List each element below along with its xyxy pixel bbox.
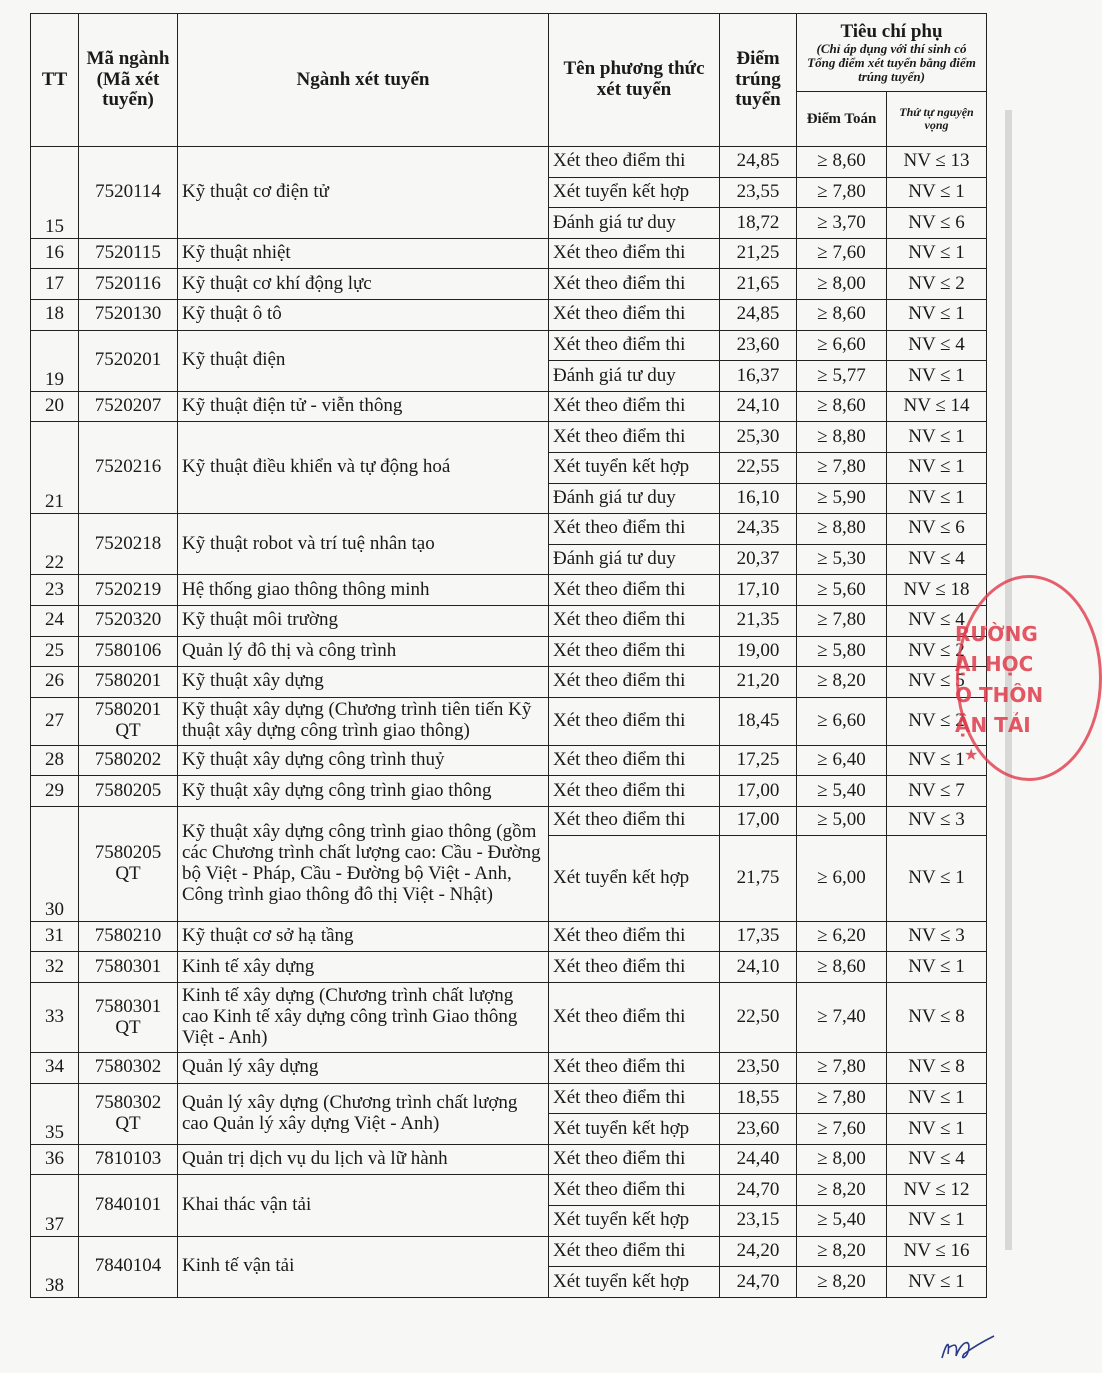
cell-code [79, 1144, 178, 1175]
cell-method: Xét theo điểm thi [549, 514, 720, 545]
cell-code [79, 575, 178, 606]
cell-method: Xét theo điểm thi [549, 697, 720, 745]
table-row [31, 1144, 987, 1175]
cell-math: ≥ 8,80 [797, 514, 887, 545]
cell-score: 19,00 [720, 636, 797, 667]
table-row [31, 330, 987, 361]
code-value: 7520115 [95, 242, 161, 264]
code-value: 7580202 [94, 749, 162, 771]
cell-math: ≥ 8,60 [797, 147, 887, 178]
cell-score: 21,75 [720, 835, 797, 921]
cell-code [79, 667, 178, 698]
cell-nv: NV ≤ 1 [887, 483, 987, 514]
cell-nv: NV ≤ 18 [887, 575, 987, 606]
admission-score-table [30, 13, 987, 1298]
cell-nv: NV ≤ 1 [887, 1083, 987, 1114]
code-value: 7810103 [94, 1148, 162, 1170]
code-value: 7520201 [94, 349, 162, 371]
cell-nv: NV ≤ 1 [887, 452, 987, 483]
cell-code [79, 514, 178, 575]
cell-method: Xét theo điểm thi [549, 776, 720, 807]
stamp-star-icon: ★ [964, 747, 979, 764]
cell-major-name: Kỹ thuật cơ điện tử [178, 147, 549, 239]
cell-code [79, 147, 178, 239]
cell-nv: NV ≤ 1 [887, 1114, 987, 1145]
header-phuong-thuc: Tên phương thức xét tuyển [549, 14, 720, 147]
cell-score: 24,70 [720, 1175, 797, 1206]
cell-math: ≥ 5,40 [797, 1206, 887, 1237]
cell-tt: 35 [31, 1083, 79, 1144]
cell-major-name: Kinh tế xây dựng [178, 952, 549, 983]
cell-math: ≥ 8,20 [797, 1267, 887, 1298]
cell-tt: 21 [31, 422, 79, 514]
cell-method: Xét tuyển kết hợp [549, 452, 720, 483]
table-row [31, 1236, 987, 1267]
cell-code [79, 776, 178, 807]
cell-method: Xét theo điểm thi [549, 1175, 720, 1206]
cell-math: ≥ 8,20 [797, 1236, 887, 1267]
cell-math: ≥ 8,20 [797, 667, 887, 698]
cell-method: Xét theo điểm thi [549, 636, 720, 667]
cell-tt: 27 [31, 697, 79, 745]
cell-nv: NV ≤ 5 [887, 667, 987, 698]
cell-major-name: Quản trị dịch vụ du lịch và lữ hành [178, 1144, 549, 1175]
cell-tt: 25 [31, 636, 79, 667]
cell-tt: 23 [31, 575, 79, 606]
code-suffix: QT [115, 862, 141, 884]
cell-math: ≥ 8,60 [797, 299, 887, 330]
code-value: 7580201 [94, 699, 162, 721]
cell-math: ≥ 6,20 [797, 921, 887, 952]
cell-score: 17,25 [720, 745, 797, 776]
cell-method: Đánh giá tư duy [549, 483, 720, 514]
table-row [31, 422, 987, 453]
code-value: 7580210 [94, 925, 162, 947]
cell-major-name: Kỹ thuật ô tô [178, 299, 549, 330]
cell-method: Xét theo điểm thi [549, 667, 720, 698]
cell-code [79, 299, 178, 330]
cell-method: Xét theo điểm thi [549, 422, 720, 453]
cell-major-name: Kỹ thuật robot và trí tuệ nhân tạo [178, 514, 549, 575]
table-row [31, 147, 987, 178]
cell-method: Đánh giá tư duy [549, 208, 720, 239]
cell-major-name: Kinh tế vận tải [178, 1236, 549, 1297]
cell-code [79, 605, 178, 636]
cell-nv: NV ≤ 3 [887, 806, 987, 835]
cell-nv: NV ≤ 4 [887, 330, 987, 361]
cell-tt: 38 [31, 1236, 79, 1297]
cell-code [79, 636, 178, 667]
code-value: 7580201 [94, 670, 162, 692]
cell-math: ≥ 7,60 [797, 1114, 887, 1145]
cell-tt: 30 [31, 806, 79, 921]
code-value: 7580302 [94, 1091, 162, 1113]
cell-major-name: Kỹ thuật xây dựng công trình giao thông [178, 776, 549, 807]
cell-major-name: Kỹ thuật xây dựng [178, 667, 549, 698]
cell-nv: NV ≤ 4 [887, 544, 987, 575]
cell-method: Xét theo điểm thi [549, 575, 720, 606]
cell-method: Xét theo điểm thi [549, 806, 720, 835]
table-row [31, 269, 987, 300]
cell-code [79, 1175, 178, 1236]
code-suffix: QT [115, 1112, 141, 1134]
cell-method: Xét theo điểm thi [549, 1236, 720, 1267]
cell-major-name: Kỹ thuật cơ khí động lực [178, 269, 549, 300]
cell-tt: 31 [31, 921, 79, 952]
cell-nv: NV ≤ 14 [887, 391, 987, 422]
code-value: 7520116 [95, 272, 161, 294]
cell-major-name: Kỹ thuật cơ sở hạ tầng [178, 921, 549, 952]
cell-nv: NV ≤ 1 [887, 1267, 987, 1298]
cell-code [79, 330, 178, 391]
cell-method: Xét theo điểm thi [549, 605, 720, 636]
cell-nv: NV ≤ 1 [887, 745, 987, 776]
cell-method: Xét tuyển kết hợp [549, 1206, 720, 1237]
table-row [31, 238, 987, 269]
cell-score: 25,30 [720, 422, 797, 453]
cell-score: 21,65 [720, 269, 797, 300]
cell-method: Xét theo điểm thi [549, 147, 720, 178]
cell-math: ≥ 5,80 [797, 636, 887, 667]
header-diem: Điểm trúng tuyển [720, 14, 797, 147]
table-row [31, 745, 987, 776]
cell-tt: 18 [31, 299, 79, 330]
cell-code [79, 1053, 178, 1084]
cell-math: ≥ 6,60 [797, 330, 887, 361]
cell-math: ≥ 8,00 [797, 269, 887, 300]
cell-math: ≥ 3,70 [797, 208, 887, 239]
cell-nv: NV ≤ 12 [887, 1175, 987, 1206]
cell-nv: NV ≤ 1 [887, 177, 987, 208]
cell-score: 24,35 [720, 514, 797, 545]
cell-score: 22,55 [720, 452, 797, 483]
cell-major-name: Khai thác vận tải [178, 1175, 549, 1236]
code-value: 7520207 [94, 395, 162, 417]
cell-score: 17,00 [720, 806, 797, 835]
cell-code [79, 697, 178, 745]
table-row [31, 391, 987, 422]
cell-score: 21,35 [720, 605, 797, 636]
cell-method: Xét theo điểm thi [549, 1053, 720, 1084]
code-suffix: QT [115, 720, 141, 742]
cell-nv: NV ≤ 2 [887, 636, 987, 667]
cell-major-name: Kỹ thuật điều khiển và tự động hoá [178, 422, 549, 514]
table-row [31, 575, 987, 606]
cell-nv: NV ≤ 3 [887, 921, 987, 952]
code-value: 7580302 [94, 1056, 162, 1078]
cell-nv: NV ≤ 13 [887, 147, 987, 178]
header-tieu-chi-note: (Chỉ áp dụng với thí sinh có Tổng điểm xét tuyển bằng điểm trúng tuyển) [807, 41, 976, 84]
header-tt: TT [31, 14, 79, 147]
cell-tt: 28 [31, 745, 79, 776]
cell-score: 24,20 [720, 1236, 797, 1267]
cell-score: 20,37 [720, 544, 797, 575]
stamp-text: O THÔN [955, 683, 1044, 707]
cell-score: 22,50 [720, 983, 797, 1053]
stamp-text: ẬN TẢI [955, 713, 1031, 737]
table-row [31, 1053, 987, 1084]
cell-code [79, 269, 178, 300]
cell-major-name: Kinh tế xây dựng (Chương trình chất lượng cao Kinh tế xây dựng công trình Giao thông Việt - Anh) [178, 983, 549, 1053]
cell-tt: 17 [31, 269, 79, 300]
cell-major-name: Kỹ thuật nhiệt [178, 238, 549, 269]
code-value: 7580301 [94, 955, 162, 977]
cell-score: 18,45 [720, 697, 797, 745]
cell-method: Xét theo điểm thi [549, 391, 720, 422]
cell-tt: 29 [31, 776, 79, 807]
cell-tt: 22 [31, 514, 79, 575]
header-tieu-chi-title: Tiêu chí phụ [840, 20, 943, 42]
cell-score: 21,20 [720, 667, 797, 698]
cell-score: 24,85 [720, 299, 797, 330]
cell-score: 23,50 [720, 1053, 797, 1084]
cell-math: ≥ 5,30 [797, 544, 887, 575]
code-value: 7580301 [94, 995, 162, 1017]
table-row [31, 806, 987, 835]
cell-code [79, 238, 178, 269]
code-value: 7520219 [94, 578, 162, 600]
cell-tt: 16 [31, 238, 79, 269]
cell-score: 16,10 [720, 483, 797, 514]
table-row [31, 921, 987, 952]
cell-nv: NV ≤ 4 [887, 605, 987, 636]
cell-math: ≥ 7,40 [797, 983, 887, 1053]
code-value: 7520114 [95, 180, 161, 202]
cell-math: ≥ 7,80 [797, 1083, 887, 1114]
cell-score: 24,85 [720, 147, 797, 178]
cell-nv: NV ≤ 16 [887, 1236, 987, 1267]
cell-score: 24,10 [720, 952, 797, 983]
cell-nv: NV ≤ 6 [887, 514, 987, 545]
cell-code [79, 806, 178, 921]
table-row [31, 776, 987, 807]
code-value: 7840104 [94, 1255, 162, 1277]
cell-nv: NV ≤ 1 [887, 835, 987, 921]
cell-score: 23,15 [720, 1206, 797, 1237]
cell-tt: 15 [31, 147, 79, 239]
cell-major-name: Quản lý xây dựng (Chương trình chất lượng cao Quản lý xây dựng Việt - Anh) [178, 1083, 549, 1144]
cell-math: ≥ 8,60 [797, 391, 887, 422]
table-row [31, 514, 987, 545]
cell-nv: NV ≤ 8 [887, 1053, 987, 1084]
cell-math: ≥ 6,40 [797, 745, 887, 776]
cell-major-name: Kỹ thuật điện [178, 330, 549, 391]
cell-tt: 19 [31, 330, 79, 391]
cell-major-name: Kỹ thuật môi trường [178, 605, 549, 636]
code-value: 7520320 [94, 609, 162, 631]
code-value: 7520218 [94, 532, 162, 554]
cell-major-name: Quản lý đô thị và công trình [178, 636, 549, 667]
cell-major-name: Kỹ thuật điện tử - viễn thông [178, 391, 549, 422]
cell-tt: 37 [31, 1175, 79, 1236]
cell-score: 23,55 [720, 177, 797, 208]
code-value: 7520130 [94, 303, 162, 325]
cell-code [79, 1236, 178, 1297]
cell-method: Đánh giá tư duy [549, 544, 720, 575]
cell-math: ≥ 7,80 [797, 177, 887, 208]
cell-score: 17,00 [720, 776, 797, 807]
cell-math: ≥ 8,20 [797, 1175, 887, 1206]
stamp-text: ẠI HỌC [955, 652, 1034, 676]
cell-score: 16,37 [720, 361, 797, 392]
cell-score: 18,72 [720, 208, 797, 239]
cell-method: Xét tuyển kết hợp [549, 177, 720, 208]
cell-method: Xét theo điểm thi [549, 269, 720, 300]
cell-nv: NV ≤ 4 [887, 1144, 987, 1175]
cell-method: Xét theo điểm thi [549, 299, 720, 330]
cell-code [79, 391, 178, 422]
signature [938, 1334, 996, 1364]
code-value: 7520216 [94, 456, 162, 478]
cell-math: ≥ 7,80 [797, 452, 887, 483]
cell-math: ≥ 7,80 [797, 1053, 887, 1084]
cell-method: Xét tuyển kết hợp [549, 1114, 720, 1145]
cell-code [79, 952, 178, 983]
cell-tt: 32 [31, 952, 79, 983]
header-tieu-chi [797, 14, 987, 92]
cell-math: ≥ 7,60 [797, 238, 887, 269]
cell-code [79, 422, 178, 514]
cell-major-name: Kỹ thuật xây dựng công trình giao thông (gồm các Chương trình chất lượng cao: Cầu - Đường bộ Việt - Pháp, Cầu - Đường bộ Việt - Anh, Công trình giao thông đô thị Việt - Nhật) [178, 806, 549, 921]
cell-score: 24,70 [720, 1267, 797, 1298]
cell-math: ≥ 5,90 [797, 483, 887, 514]
cell-score: 17,35 [720, 921, 797, 952]
cell-math: ≥ 8,60 [797, 952, 887, 983]
cell-nv: NV ≤ 1 [887, 238, 987, 269]
code-value: 7580205 [94, 779, 162, 801]
cell-method: Xét theo điểm thi [549, 1083, 720, 1114]
cell-math: ≥ 6,60 [797, 697, 887, 745]
cell-math: ≥ 8,80 [797, 422, 887, 453]
table-row [31, 1083, 987, 1114]
table-row [31, 667, 987, 698]
cell-major-name: Quản lý xây dựng [178, 1053, 549, 1084]
table-row [31, 697, 987, 745]
cell-nv: NV ≤ 1 [887, 361, 987, 392]
cell-major-name: Hệ thống giao thông thông minh [178, 575, 549, 606]
table-row [31, 636, 987, 667]
cell-method: Xét tuyển kết hợp [549, 1267, 720, 1298]
cell-tt: 34 [31, 1053, 79, 1084]
cell-code [79, 983, 178, 1053]
cell-math: ≥ 7,80 [797, 605, 887, 636]
cell-major-name: Kỹ thuật xây dựng công trình thuỷ [178, 745, 549, 776]
stamp-text: RƯỜNG [955, 622, 1038, 646]
cell-score: 24,10 [720, 391, 797, 422]
table-row [31, 952, 987, 983]
cell-tt: 26 [31, 667, 79, 698]
cell-score: 21,25 [720, 238, 797, 269]
cell-method: Xét theo điểm thi [549, 952, 720, 983]
cell-math: ≥ 5,40 [797, 776, 887, 807]
cell-tt: 33 [31, 983, 79, 1053]
cell-method: Xét theo điểm thi [549, 238, 720, 269]
cell-nv: NV ≤ 1 [887, 952, 987, 983]
cell-code [79, 1083, 178, 1144]
cell-major-name: Kỹ thuật xây dựng (Chương trình tiên tiến Kỹ thuật xây dựng công trình giao thông) [178, 697, 549, 745]
cell-nv: NV ≤ 2 [887, 269, 987, 300]
cell-method: Xét tuyển kết hợp [549, 835, 720, 921]
cell-nv: NV ≤ 7 [887, 776, 987, 807]
cell-method: Đánh giá tư duy [549, 361, 720, 392]
cell-code [79, 921, 178, 952]
cell-score: 18,55 [720, 1083, 797, 1114]
cell-method: Xét theo điểm thi [549, 745, 720, 776]
code-value: 7580106 [94, 639, 162, 661]
cell-nv: NV ≤ 2 [887, 697, 987, 745]
code-value: 7840101 [94, 1194, 162, 1216]
header-nganh: Ngành xét tuyển [178, 14, 549, 147]
header-diem-toan: Điểm Toán [797, 92, 887, 147]
cell-nv: NV ≤ 1 [887, 422, 987, 453]
table-row [31, 1175, 987, 1206]
cell-nv: NV ≤ 8 [887, 983, 987, 1053]
cell-tt: 36 [31, 1144, 79, 1175]
cell-math: ≥ 6,00 [797, 835, 887, 921]
header-ma-nganh: Mã ngành (Mã xét tuyển) [79, 14, 178, 147]
cell-nv: NV ≤ 6 [887, 208, 987, 239]
cell-nv: NV ≤ 1 [887, 299, 987, 330]
cell-math: ≥ 8,00 [797, 1144, 887, 1175]
cell-code [79, 745, 178, 776]
cell-tt: 20 [31, 391, 79, 422]
cell-math: ≥ 5,77 [797, 361, 887, 392]
cell-method: Xét theo điểm thi [549, 1144, 720, 1175]
cell-math: ≥ 5,00 [797, 806, 887, 835]
cell-score: 23,60 [720, 1114, 797, 1145]
cell-method: Xét theo điểm thi [549, 983, 720, 1053]
table-row [31, 605, 987, 636]
table-row [31, 983, 987, 1053]
code-suffix: QT [115, 1016, 141, 1038]
cell-tt: 24 [31, 605, 79, 636]
cell-score: 24,40 [720, 1144, 797, 1175]
cell-method: Xét theo điểm thi [549, 921, 720, 952]
table-body [31, 147, 987, 1298]
table-row [31, 299, 987, 330]
cell-score: 23,60 [720, 330, 797, 361]
cell-score: 17,10 [720, 575, 797, 606]
cell-math: ≥ 5,60 [797, 575, 887, 606]
cell-method: Xét theo điểm thi [549, 330, 720, 361]
header-thu-tu: Thứ tự nguyện vọng [887, 92, 987, 147]
cell-nv: NV ≤ 1 [887, 1206, 987, 1237]
code-value: 7580205 [94, 841, 162, 863]
